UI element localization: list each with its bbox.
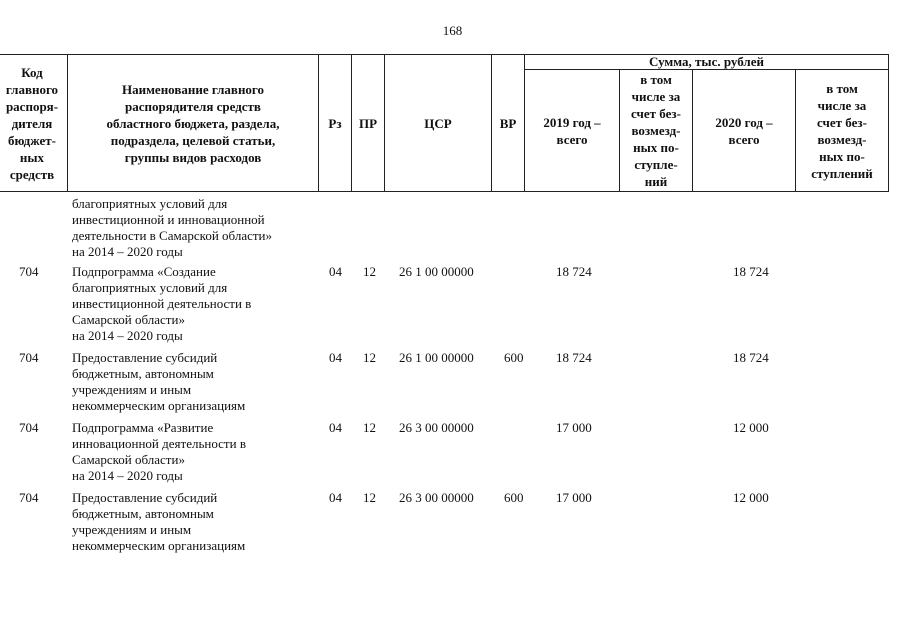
row-2019: 18 724 bbox=[556, 350, 592, 365]
row-2019: 17 000 bbox=[556, 490, 592, 505]
row-pr: 12 bbox=[363, 264, 376, 279]
row-csr: 26 1 00 00000 bbox=[399, 350, 474, 365]
row-2020: 12 000 bbox=[733, 420, 769, 435]
row-code: 704 bbox=[19, 264, 39, 279]
header-code: Код главного распоря- дителя бюджет- ных средств bbox=[0, 55, 68, 192]
continuation-text: благоприятных условий для инвестиционной и инновационной деятельности в Самарской области» на 2014 – 2020 годы bbox=[72, 196, 272, 259]
row-code: 704 bbox=[19, 490, 39, 505]
row-pr: 12 bbox=[363, 490, 376, 505]
row-vr: 600 bbox=[504, 350, 524, 365]
row-code: 704 bbox=[19, 420, 39, 435]
page-number: 168 bbox=[442, 23, 463, 38]
row-csr: 26 1 00 00000 bbox=[399, 264, 474, 279]
header-2020-total: 2020 год – всего bbox=[693, 70, 796, 192]
header-2019-total: 2019 год – всего bbox=[525, 70, 620, 192]
row-name: Подпрограмма «Развитие инновационной деятельности в Самарской области» на 2014 – 2020 годы bbox=[72, 420, 246, 483]
row-2019: 17 000 bbox=[556, 420, 592, 435]
row-name: Предоставление субсидий бюджетным, автономным учреждениям и иным некоммерческим организациям bbox=[72, 490, 246, 553]
row-name: Предоставление субсидий бюджетным, автономным учреждениям и иным некоммерческим организациям bbox=[72, 350, 246, 413]
row-rz: 04 bbox=[329, 350, 342, 365]
row-csr: 26 3 00 00000 bbox=[399, 420, 474, 435]
header-2020-incl: в том числе за счет без- возмезд- ных по- ступлений bbox=[796, 70, 889, 192]
header-csr: ЦСР bbox=[385, 55, 492, 192]
row-code: 704 bbox=[19, 350, 39, 365]
row-pr: 12 bbox=[363, 350, 376, 365]
row-2020: 18 724 bbox=[733, 350, 769, 365]
row-vr: 600 bbox=[504, 490, 524, 505]
row-rz: 04 bbox=[329, 490, 342, 505]
row-2019: 18 724 bbox=[556, 264, 592, 279]
row-2020: 18 724 bbox=[733, 264, 769, 279]
row-rz: 04 bbox=[329, 264, 342, 279]
row-csr: 26 3 00 00000 bbox=[399, 490, 474, 505]
header-vr: ВР bbox=[492, 55, 525, 192]
header-rz: Рз bbox=[319, 55, 352, 192]
row-2020: 12 000 bbox=[733, 490, 769, 505]
row-pr: 12 bbox=[363, 420, 376, 435]
header-pr: ПР bbox=[352, 55, 385, 192]
header-sum-title: Сумма, тыс. рублей bbox=[525, 55, 889, 70]
header-name: Наименование главного распорядителя средств областного бюджета, раздела, подраздела, целевой статьи, группы видов расходов bbox=[68, 55, 319, 192]
row-name: Подпрограмма «Создание благоприятных условий для инвестиционной деятельности в Самарской области» на 2014 – 2020 годы bbox=[72, 264, 252, 343]
header-2019-incl: в том числе за счет без- возмезд- ных по- ступле- ний bbox=[620, 70, 693, 192]
row-rz: 04 bbox=[329, 420, 342, 435]
